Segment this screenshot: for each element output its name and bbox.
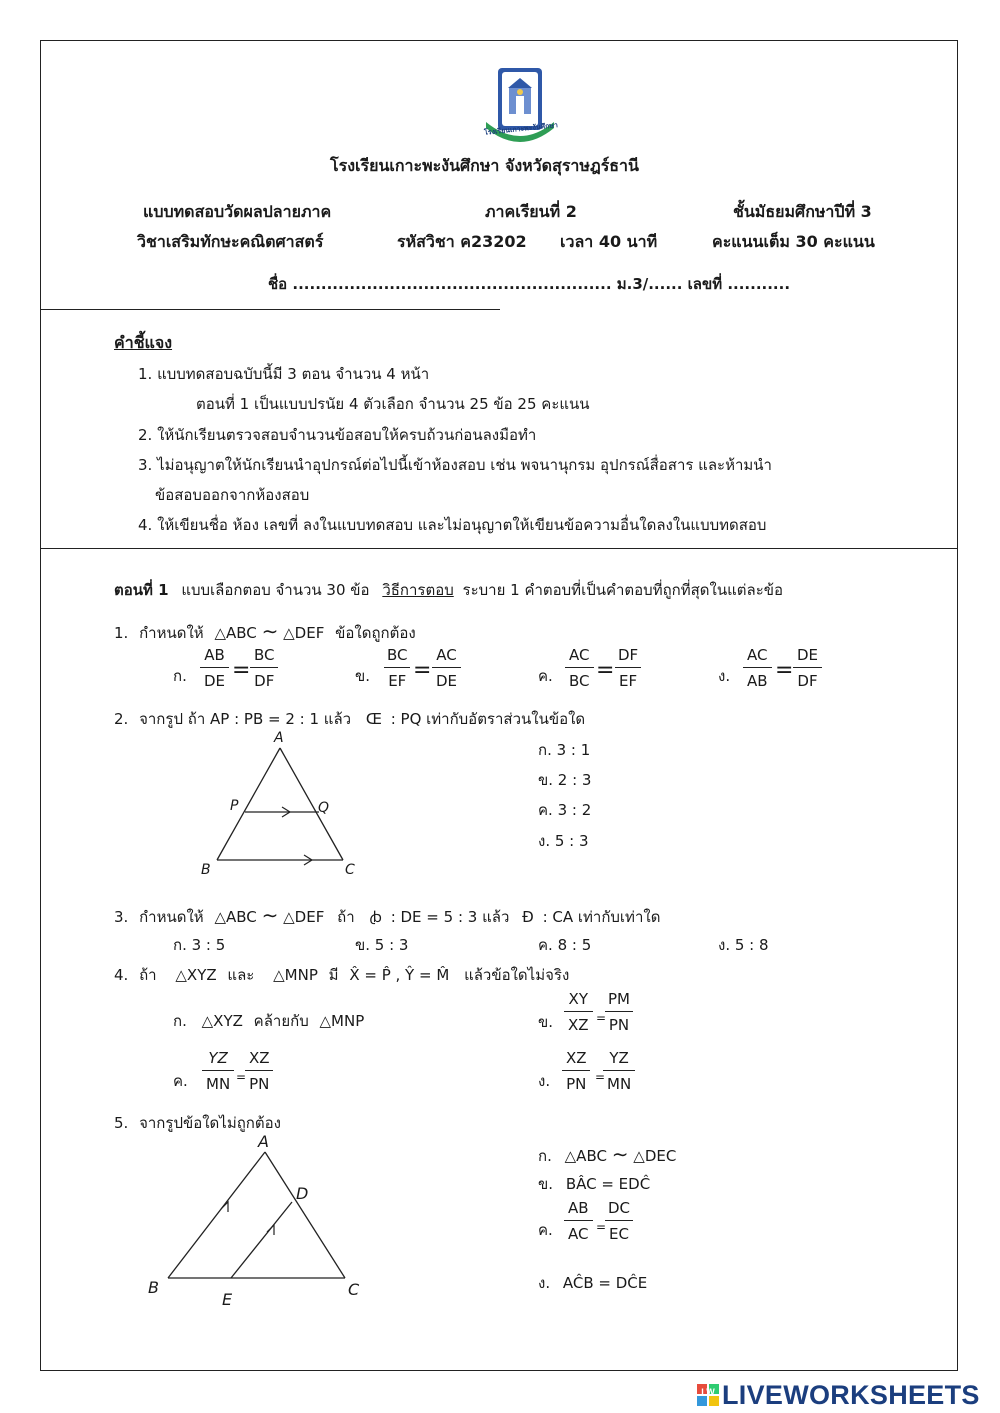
- numerator: YZ: [208, 1049, 228, 1067]
- q1-choice-d-frac1: [743, 648, 772, 689]
- q1-choice-c-frac1: [565, 648, 594, 689]
- q1-stem: [114, 619, 416, 645]
- part1-method: วิธีการตอบ: [382, 581, 454, 599]
- q2-choice-d[interactable]: ง. 5 : 3: [538, 832, 589, 850]
- label-q: Q: [318, 800, 330, 816]
- q1-triangle-abc: △ABC: [214, 624, 257, 642]
- q5-text: จากรูปข้อใดไม่ถูกต้อง: [139, 1114, 281, 1132]
- label-c: C: [348, 1280, 360, 1299]
- logo-caption: โรงเรียนเกาะพะงันศึกษา: [483, 121, 559, 137]
- grade-level: ชั้นมัธยมศึกษาปีที่ 3: [733, 202, 872, 221]
- q5-choice-d-label: ง.: [538, 1274, 551, 1292]
- q4-choice-b-label[interactable]: ข.: [538, 1013, 554, 1031]
- numerator: AB: [568, 1199, 589, 1217]
- numerator: DF: [618, 646, 639, 664]
- q3-number: 3.: [114, 908, 129, 926]
- q4-choice-a-label: ก.: [173, 1012, 187, 1030]
- q5-choice-b[interactable]: [538, 1172, 650, 1196]
- q4-have: มี: [328, 966, 339, 984]
- denominator: DF: [793, 667, 821, 689]
- q4-choice-a[interactable]: [173, 1009, 364, 1033]
- q4-choice-c-frac1: [202, 1051, 234, 1092]
- denominator: AC: [564, 1220, 592, 1242]
- numerator: YZ: [609, 1049, 629, 1067]
- equals-sign: =: [596, 658, 615, 683]
- q3-triangle-def: △DEF: [283, 908, 325, 926]
- q3-text-c: : DE = 5 : 3 แล้ว: [390, 908, 510, 926]
- denominator: MN: [202, 1070, 234, 1092]
- q3-choice-d[interactable]: ง. 5 : 8: [718, 936, 769, 954]
- q3-similar-symbol: ∼: [261, 903, 279, 927]
- q5-choice-a-label: ก.: [538, 1147, 552, 1165]
- q5-number: 5.: [114, 1114, 129, 1132]
- q1-choice-a-frac2: [250, 648, 279, 689]
- semester: ภาคเรียนที่ 2: [485, 202, 577, 221]
- q1-choice-b-frac2: [432, 648, 461, 689]
- part1-desc: แบบเลือกตอบ จำนวน 30 ข้อ: [181, 581, 370, 599]
- q5-choice-a[interactable]: [538, 1142, 676, 1168]
- denominator: MN: [603, 1070, 635, 1092]
- q2-choice-c[interactable]: ค. 3 : 2: [538, 801, 592, 819]
- denominator: AB: [743, 667, 772, 689]
- q3-text-d: : CA เท่ากับเท่าใด: [542, 908, 661, 926]
- q2-triangle-diagram: [190, 730, 370, 880]
- q4-condition: X̂ = P̂ , Ŷ = M̂: [349, 966, 450, 984]
- denominator: PN: [562, 1070, 590, 1092]
- numerator: DE: [797, 646, 819, 664]
- denominator: PN: [245, 1070, 273, 1092]
- liveworksheets-badge-icon: [697, 1384, 719, 1406]
- equals-sign: =: [596, 1220, 607, 1234]
- q2-text-b: : PQ เท่ากับอัตราส่วนในข้อใด: [390, 710, 586, 728]
- liveworksheets-text: LIVEWORKSHEETS: [722, 1379, 980, 1410]
- q2-choice-b[interactable]: ข. 2 : 3: [538, 771, 592, 789]
- q5-choice-a-tri2: △DEC: [633, 1147, 677, 1165]
- equals-sign: =: [236, 1070, 247, 1084]
- q1-text-a: กำหนดให้: [139, 624, 204, 642]
- q1-number: 1.: [114, 624, 129, 642]
- denominator: PN: [605, 1011, 633, 1033]
- equals-sign: =: [413, 658, 432, 683]
- q2-text: จากรูป ถ้า AP : PB = 2 : 1 แล้ว: [139, 710, 352, 728]
- denominator: XZ: [564, 1011, 593, 1033]
- instruction-line: ตอนที่ 1 เป็นแบบปรนัย 4 ตัวเลือก จำนวน 25 ข้อ 25 คะแนน: [196, 395, 590, 413]
- denominator: DF: [250, 667, 278, 689]
- q1-choice-b-frac1: [383, 648, 412, 689]
- label-p: P: [230, 798, 239, 814]
- equals-sign: =: [595, 1070, 606, 1084]
- badge-text: LW: [701, 1387, 715, 1397]
- q2-choice-a[interactable]: ก. 3 : 1: [538, 741, 591, 759]
- q4-choice-d-label[interactable]: ง.: [538, 1072, 551, 1090]
- denominator: EC: [605, 1220, 633, 1242]
- q5-choice-c-frac1: [564, 1201, 593, 1242]
- q1-choice-d-frac2: [793, 648, 822, 689]
- numerator: BC: [254, 646, 275, 664]
- q5-choice-c-frac2: [604, 1201, 634, 1242]
- denominator: DE: [432, 667, 461, 689]
- instruction-line: 3. ไม่อนุญาตให้นักเรียนนำอุปกรณ์ต่อไปนี้เข้าห้องสอบ เช่น พจนานุกรม อุปกรณ์สื่อสาร และห้ามนำ: [138, 456, 772, 474]
- equals-sign: =: [775, 658, 794, 683]
- q5-choice-b-label: ข.: [538, 1175, 554, 1193]
- label-e: E: [222, 1290, 233, 1309]
- q3-choice-b[interactable]: ข. 5 : 3: [355, 936, 409, 954]
- numerator: DC: [608, 1199, 631, 1217]
- denominator: EF: [615, 667, 641, 689]
- header-divider: [40, 309, 500, 310]
- q5-choice-a-tri1: △ABC: [564, 1147, 607, 1165]
- q4-stem: [114, 963, 569, 987]
- numerator: AC: [747, 646, 768, 664]
- q3-triangle-abc: △ABC: [214, 908, 257, 926]
- numerator: AC: [569, 646, 590, 664]
- numerator: BC: [387, 646, 408, 664]
- q1-choice-a-frac1: [200, 648, 229, 689]
- q3-glyph-1: ꞗ: [369, 908, 382, 926]
- numerator: XZ: [566, 1049, 587, 1067]
- instruction-line: 4. ให้เขียนชื่อ ห้อง เลขที่ ลงในแบบทดสอบ และไม่อนุญาตให้เขียนข้อความอื่นใดลงในแบบทดสอบ: [138, 516, 767, 534]
- denominator: EF: [384, 667, 410, 689]
- q1-text-b: ข้อใดถูกต้อง: [335, 624, 416, 642]
- denominator: DE: [200, 667, 229, 689]
- label-b: B: [148, 1278, 159, 1297]
- school-name: โรงเรียนเกาะพะงันศึกษา จังหวัดสุราษฎร์ธานี: [330, 156, 639, 175]
- instruction-line: 1. แบบทดสอบฉบับนี้มี 3 ตอน จำนวน 4 หน้า: [138, 365, 430, 383]
- label-b: B: [201, 862, 211, 878]
- q1-choice-c-frac2: [614, 648, 642, 689]
- subject-code: รหัสวิชา ค23202: [397, 232, 527, 251]
- denominator: BC: [565, 667, 594, 689]
- q4-choice-d-frac1: [562, 1051, 591, 1092]
- q3-choice-c[interactable]: ค. 8 : 5: [538, 936, 592, 954]
- q2-stem: [114, 707, 585, 731]
- numerator: AB: [204, 646, 225, 664]
- q4-number: 4.: [114, 966, 129, 984]
- student-name-line: ชื่อ ........................................................ ม.3/...... เลขที่ ...........: [268, 275, 791, 293]
- liveworksheets-logo[interactable]: [697, 1379, 980, 1410]
- part1-method-desc: ระบาย 1 คำตอบที่เป็นคำตอบที่ถูกที่สุดในแต่ละข้อ: [462, 581, 784, 599]
- part1-header: [114, 578, 783, 602]
- q1-choice-a-label[interactable]: ก.: [173, 667, 187, 685]
- q5-triangle-diagram: [140, 1130, 380, 1310]
- q4-text-a: ถ้า: [139, 966, 157, 984]
- q3-stem: [114, 903, 660, 929]
- q4-triangle-xyz: △XYZ: [175, 966, 217, 984]
- subject-name: วิชาเสริมทักษะคณิตศาสตร์: [137, 232, 324, 251]
- full-score: คะแนนเต็ม 30 คะแนน: [712, 232, 875, 251]
- label-c: C: [345, 862, 355, 878]
- q1-choice-c-label[interactable]: ค.: [538, 667, 553, 685]
- instructions-title: คำชี้แจง: [114, 333, 173, 352]
- q4-choice-b-frac1: [564, 992, 593, 1033]
- instructions-divider: [40, 548, 958, 549]
- q5-choice-b-text: BÂC = EDĈ: [565, 1175, 651, 1193]
- q5-choice-c-label[interactable]: ค.: [538, 1221, 553, 1239]
- numerator: AC: [436, 646, 457, 664]
- equals-sign: =: [596, 1011, 607, 1025]
- instruction-line: ข้อสอบออกจากห้องสอบ: [155, 486, 310, 504]
- q4-choice-c-frac2: [245, 1051, 274, 1092]
- label-d: D: [296, 1184, 309, 1203]
- equals-sign: =: [232, 658, 251, 683]
- label-a: A: [258, 1132, 269, 1151]
- instruction-line: 2. ให้นักเรียนตรวจสอบจำนวนข้อสอบให้ครบถ้วนก่อนลงมือทำ: [138, 426, 537, 444]
- q3-text-a: กำหนดให้: [139, 908, 204, 926]
- q1-similar-symbol: ∼: [261, 619, 279, 643]
- school-logo: [478, 66, 562, 148]
- exam-type: แบบทดสอบวัดผลปลายภาค: [143, 202, 332, 221]
- q4-choice-c-label[interactable]: ค.: [173, 1072, 188, 1090]
- q1-triangle-def: △DEF: [283, 624, 325, 642]
- q4-choice-a-tri1: △XYZ: [201, 1012, 243, 1030]
- q5-choice-a-sim: ∼: [611, 1142, 629, 1166]
- q3-glyph-2: Ð: [522, 908, 534, 926]
- q4-choice-a-text: คล้ายกับ: [253, 1012, 309, 1030]
- q4-choice-a-tri2: △MNP: [319, 1012, 365, 1030]
- q4-text-b: แล้วข้อใดไม่จริง: [464, 966, 570, 984]
- q1-choice-d-label[interactable]: ง.: [718, 667, 731, 685]
- q4-choice-b-frac2: [604, 992, 634, 1033]
- q4-triangle-mnp: △MNP: [273, 966, 318, 984]
- q4-and: และ: [227, 966, 255, 984]
- q1-choice-b-label[interactable]: ข.: [355, 667, 371, 685]
- label-a: A: [274, 730, 284, 746]
- q3-text-b: ถ้า: [337, 908, 355, 926]
- numerator: XZ: [249, 1049, 270, 1067]
- part1-label: ตอนที่ 1: [114, 581, 169, 599]
- q2-glyph: Œ: [365, 710, 382, 728]
- q5-choice-d-text: AĈB = DĈE: [562, 1274, 648, 1292]
- numerator: PM: [608, 990, 630, 1008]
- q5-choice-d[interactable]: [538, 1271, 647, 1295]
- q3-choice-a[interactable]: ก. 3 : 5: [173, 936, 226, 954]
- exam-time: เวลา 40 นาที: [560, 232, 658, 251]
- q2-number: 2.: [114, 710, 129, 728]
- numerator: XY: [568, 990, 588, 1008]
- q4-choice-d-frac2: [603, 1051, 635, 1092]
